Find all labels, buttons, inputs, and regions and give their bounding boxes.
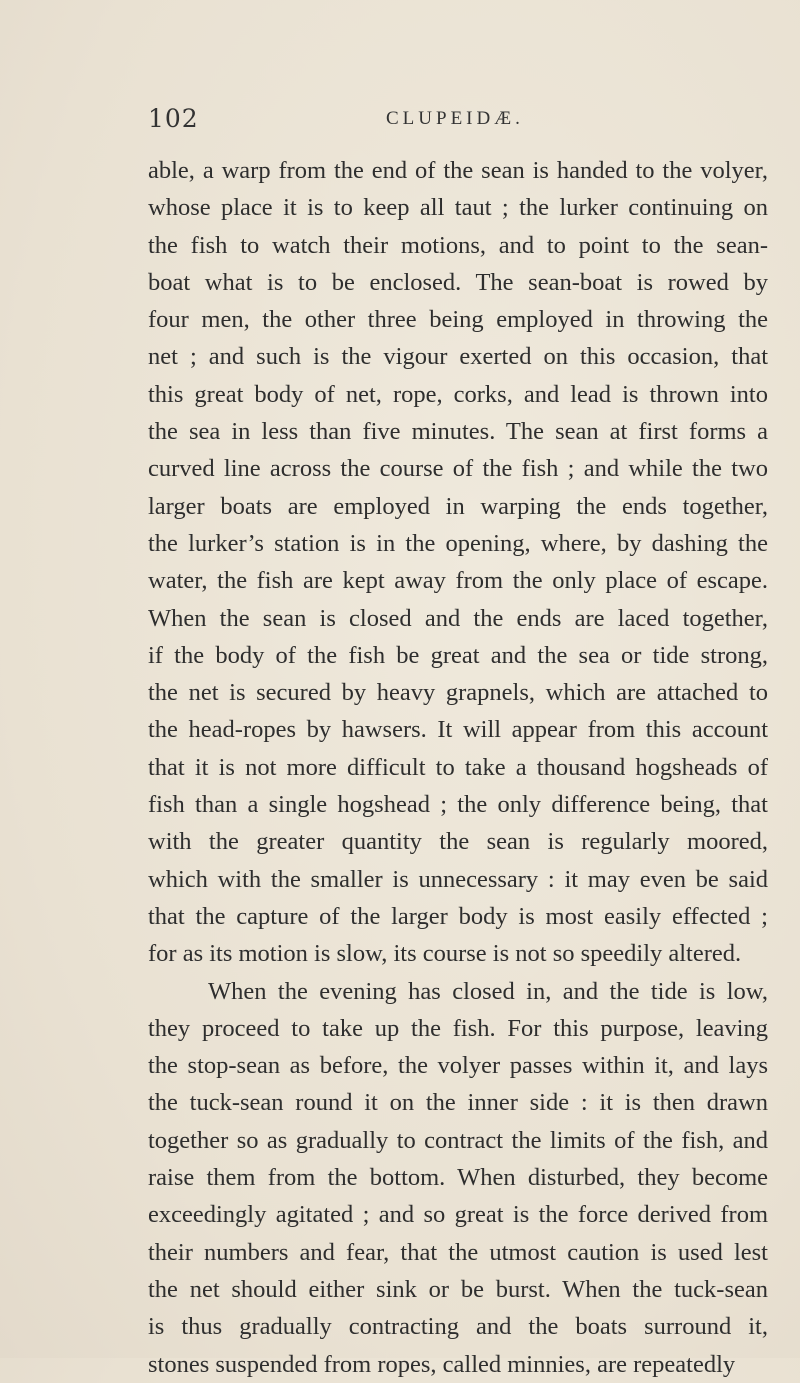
page-number: 102 [148, 104, 199, 133]
text-line: net ; and such is the vigour exerted on this occasion, that [148, 343, 768, 371]
text-line: they proceed to take up the fish. For this purpose, leaving [148, 1014, 768, 1042]
text-line: with the greater quantity the sean is regularly moored, [148, 828, 768, 856]
text-line: curved line across the course of the fish ; and while the two [148, 455, 768, 483]
text-line: that it is not more difficult to take a thousand hogsheads of [148, 753, 768, 781]
text-line: if the body of the fish be great and the sea or tide strong, [148, 641, 768, 669]
text-line: their numbers and fear, that the utmost caution is used lest [148, 1238, 768, 1266]
text-line: for as its motion is slow, its course is not so speedily altered. [148, 940, 742, 968]
text-line: water, the fish are kept away from the only place of escape. [148, 567, 768, 595]
text-line: able, a warp from the end of the sean is handed to the volyer, [148, 157, 768, 184]
text-line: is thus gradually contracting and the boats surround it, [148, 1313, 768, 1341]
text-line: four men, the other three being employed in throwing the [148, 306, 768, 334]
text-line: the head-ropes by hawsers. It will appear from this account [148, 716, 768, 744]
text-line: boat what is to be enclosed. The sean-boat is rowed by [148, 268, 768, 296]
text-line: the fish to watch their motions, and to point to the sean- [148, 231, 768, 259]
text-line: stones suspended from ropes, called minnies, are repeatedly [148, 1350, 736, 1378]
text-line: whose place it is to keep all taut ; the lurker continuing on [148, 194, 768, 222]
text-line: the stop-sean as before, the volyer passes within it, and lays [148, 1052, 768, 1080]
body-text [148, 152, 768, 1383]
text-line: the net is secured by heavy grapnels, which are attached to [148, 679, 768, 707]
text-line: which with the smaller is unnecessary : it may even be said [148, 865, 768, 893]
text-line: larger boats are employed in warping the ends together, [148, 492, 768, 520]
text-line: together so as gradually to contract the limits of the fish, and [148, 1126, 768, 1154]
text-line: the tuck-sean round it on the inner side : it is then drawn [148, 1089, 768, 1117]
text-line: the sea in less than five minutes. The sean at first forms a [148, 418, 768, 446]
text-line: the lurker’s station is in the opening, where, by dashing the [148, 529, 768, 557]
text-line: When the evening has closed in, and the tide is low, [208, 977, 768, 1005]
text-line: When the sean is closed and the ends are laced together, [148, 604, 768, 632]
text-line: the net should either sink or be burst. When the tuck-sean [148, 1275, 768, 1303]
text-line: raise them from the bottom. When disturbed, they become [148, 1164, 768, 1192]
text-line: exceedingly agitated ; and so great is the force derived from [148, 1201, 768, 1229]
text-line: that the capture of the larger body is most easily effected ; [148, 902, 768, 930]
text-line: this great body of net, rope, corks, and lead is thrown into [148, 380, 768, 408]
text-line: fish than a single hogshead ; the only difference being, that [148, 791, 768, 819]
running-head [148, 104, 768, 144]
running-title: CLUPEIDÆ. [386, 108, 524, 129]
